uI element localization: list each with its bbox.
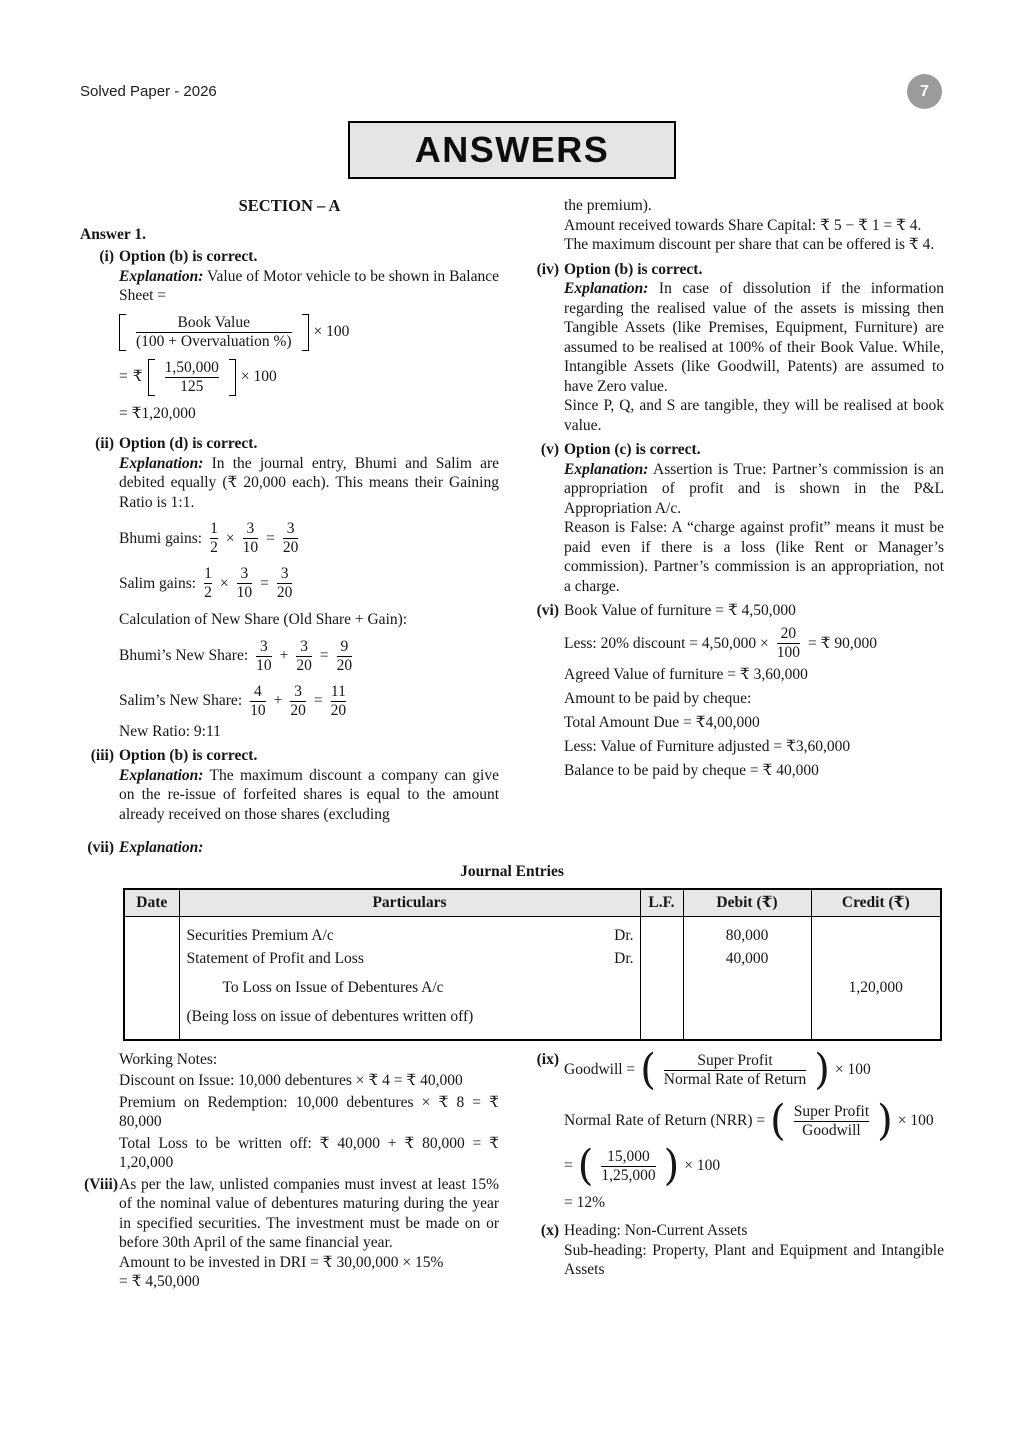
table-row xyxy=(124,947,941,976)
option-line: Option (b) is correct. xyxy=(564,260,703,278)
explanation-text: The maximum discount a company can give on the re-issue of forfeited shares is equal to the amount already received on those shares (excluding xyxy=(119,766,499,823)
right-paren: ) xyxy=(877,1096,893,1146)
credit-cell: 1,20,000 xyxy=(811,976,941,1005)
date-cell xyxy=(124,1005,179,1040)
bottom-left-column xyxy=(80,1050,499,1297)
answer-item-vii xyxy=(80,838,944,858)
continuation-line: the premium). xyxy=(564,197,652,214)
item-label: (Viii) xyxy=(84,1175,118,1193)
explanation-text: In the journal entry, Bhumi and Salim are debited equally (₹ 20,000 each). This means their Gaining Ratio is 1:1. xyxy=(119,454,500,511)
explanation-label: Explanation: xyxy=(564,280,649,297)
header-title: Solved Paper - 2026 xyxy=(80,82,217,100)
right-bracket xyxy=(302,314,309,351)
bhumi-gains-equation: Bhumi gains: $\frac{1}{2}$ × $\frac{3}{10}$ = $\frac{3}{20}$ xyxy=(119,520,299,556)
explanation-paragraph xyxy=(119,454,499,513)
times-100: × 100 xyxy=(313,323,350,341)
item-label: (vi) xyxy=(536,602,559,619)
lf-cell xyxy=(640,1005,683,1040)
rupee-sign: ₹ xyxy=(132,368,143,386)
times-100: × 100 xyxy=(240,368,277,386)
answer-item-iii-continued xyxy=(525,196,944,255)
explanation-text: In case of dissolution if the information regarding the realised value of the assets is missing then Tangible Assets (like Premises, Equipment, Furniture) are assumed to be realised at 100% of their Book Value. While, Intangible Assets (like Goodwill, Patents) are assumed to have Zero value. xyxy=(564,280,944,395)
viii-line: Amount to be invested in DRI = ₹ 30,00,000 × 15% xyxy=(119,1253,444,1271)
formula-book-value xyxy=(119,314,499,351)
col-header-particulars: Particulars xyxy=(179,889,640,916)
continuation-line: Amount received towards Share Capital: ₹ 5 − ₹ 1 = ₹ 4. xyxy=(564,216,922,234)
explanation-label: Explanation: xyxy=(119,766,204,784)
particulars-cell: Securities Premium A/c Dr. xyxy=(179,916,640,947)
new-ratio: New Ratio: 9:11 xyxy=(119,722,221,740)
working-note-line: Total Loss to be written off: ₹ 40,000 + ₹ 80,000 = ₹ 1,20,000 xyxy=(119,1134,499,1171)
answer-item-v xyxy=(525,440,944,596)
nrr-result: = 12% xyxy=(564,1193,606,1211)
debit-cell xyxy=(683,976,811,1005)
working-notes xyxy=(119,1050,499,1173)
fraction: $\frac{1,50,000}{125}$ xyxy=(164,358,219,395)
debit-cell: 40,000 xyxy=(683,947,811,976)
explanation-label: Explanation: xyxy=(119,839,204,856)
explanation-paragraph xyxy=(119,766,499,825)
credit-cell xyxy=(811,916,941,947)
item-label: (i) xyxy=(99,248,114,265)
times-100: × 100 xyxy=(834,1061,871,1079)
debit-cell: 80,000 xyxy=(683,916,811,947)
subheading-line: Sub-heading: Property, Plant and Equipment and Intangible Assets xyxy=(564,1241,944,1278)
answer-item-x xyxy=(525,1221,944,1280)
particulars-cell: To Loss on Issue of Debentures A/c xyxy=(179,976,640,1005)
table-row xyxy=(124,976,941,1005)
left-paren: ( xyxy=(640,1045,656,1095)
formula-substituted xyxy=(119,359,499,396)
dr-label: Dr. xyxy=(614,950,634,967)
vi-line: Less: Value of Furniture adjusted = ₹3,60,000 xyxy=(564,738,851,755)
equals: = xyxy=(119,368,128,386)
note-paragraph: Since P, Q, and S are tangible, they will be realised at book value. xyxy=(564,397,944,434)
continuation-line: The maximum discount per share that can be offered is ₹ 4. xyxy=(564,236,935,253)
vi-line: Balance to be paid by cheque = ₹ 40,000 xyxy=(564,762,819,779)
credit-cell xyxy=(811,1005,941,1040)
item-label: (ix) xyxy=(536,1050,559,1068)
viii-line: = ₹ 4,50,000 xyxy=(119,1273,200,1290)
nrr-substituted-equation: = ( $\frac{15,000}{1,25,000}$ ) × 100 xyxy=(564,1141,721,1191)
page-header xyxy=(80,0,944,121)
answer-item-viii xyxy=(80,1175,499,1292)
lf-cell xyxy=(640,947,683,976)
goodwill-equation: Goodwill = ( $\frac{\text{Super Profit}}{\text{Normal Rate of Return}}$ ) × 100 xyxy=(564,1045,871,1095)
working-notes-heading: Working Notes: xyxy=(119,1050,218,1068)
col-header-lf: L.F. xyxy=(640,889,683,916)
formula-result: = ₹1,20,000 xyxy=(119,404,196,422)
section-title: SECTION – A xyxy=(238,196,341,215)
right-paren: ) xyxy=(663,1141,680,1191)
answer-item-ii xyxy=(80,434,499,741)
item-label: (v) xyxy=(540,441,559,458)
explanation-paragraph xyxy=(564,279,944,396)
explanation-label: Explanation: xyxy=(564,460,649,478)
heading-line: Heading: Non-Current Assets xyxy=(564,1222,748,1239)
left-paren: ( xyxy=(770,1096,786,1146)
item-label: (iii) xyxy=(90,747,114,764)
explanation-paragraph xyxy=(564,460,944,519)
vi-line: Book Value of furniture = ₹ 4,50,000 xyxy=(564,602,796,619)
explanation-label: Explanation: xyxy=(119,267,204,285)
left-column xyxy=(80,196,499,829)
col-header-date: Date xyxy=(124,889,179,916)
salim-new-share-equation: Salim’s New Share: $\frac{4}{10}$ + $\frac{3}{20}$ = $\frac{11}{20}$ xyxy=(119,682,347,719)
option-line: Option (b) is correct. xyxy=(119,747,258,764)
answer-item-i xyxy=(80,247,499,429)
answer-item-iv xyxy=(525,260,944,436)
journal-entries-title: Journal Entries xyxy=(460,862,564,880)
nrr-equation: Normal Rate of Return (NRR) = ( $\frac{\text{Super Profit}}{\text{Goodwill}}$ ) × 100 xyxy=(564,1096,934,1146)
lf-cell xyxy=(640,976,683,1005)
answer-heading: Answer 1. xyxy=(80,225,147,243)
particulars-cell: (Being loss on issue of debentures written off) xyxy=(179,1005,640,1040)
answer-item-vi xyxy=(525,601,944,785)
particulars-cell: Statement of Profit and Loss Dr. xyxy=(179,947,640,976)
viii-text: As per the law, unlisted companies must invest at least 15% of the nominal value of debentures maturing during the year in specified securities. The investment must be made on or before 30th April of the same financial year. xyxy=(119,1175,499,1251)
working-note-line: Premium on Redemption: 10,000 debentures × ₹ 8 = ₹ 80,000 xyxy=(119,1093,499,1130)
journal-entries-table xyxy=(123,888,942,1041)
debit-cell xyxy=(683,1005,811,1040)
page-number-badge: 7 xyxy=(907,74,942,109)
item-label: (iv) xyxy=(536,260,559,278)
left-bracket xyxy=(119,314,126,351)
note-paragraph: Reason is False: A “charge against profit” means it must be paid even if there is a loss (like Rent or Manager’s commission). Partner’s commission is an appropriation, not a charge. xyxy=(564,519,944,595)
left-bracket xyxy=(148,359,155,396)
dr-label: Dr. xyxy=(614,926,634,944)
item-label: (ii) xyxy=(95,435,114,452)
lf-cell xyxy=(640,916,683,947)
times-100: × 100 xyxy=(684,1157,721,1175)
explanation-text: Assertion is True: Partner’s commission is an appropriation of profit and is shown in the P&L Appropriation A/c. xyxy=(564,460,944,517)
less-discount-equation: Less: 20% discount = 4,50,000 × $\frac{20}{100}$ = ₹ 90,000 xyxy=(564,625,877,661)
explanation-paragraph xyxy=(119,267,499,306)
date-cell xyxy=(124,976,179,1005)
answers-banner: ANSWERS xyxy=(348,121,676,179)
credit-cell xyxy=(811,947,941,976)
right-bracket xyxy=(229,359,236,396)
table-row xyxy=(124,1005,941,1040)
answers-columns xyxy=(80,196,944,829)
option-line: Option (b) is correct. xyxy=(119,248,258,265)
left-paren: ( xyxy=(577,1141,594,1191)
right-paren: ) xyxy=(814,1045,830,1095)
answer-item-ix xyxy=(525,1045,944,1217)
answer-item-iii xyxy=(80,746,499,824)
option-line: Option (d) is correct. xyxy=(119,435,258,452)
date-cell xyxy=(124,916,179,947)
calc-heading: Calculation of New Share (Old Share + Gain): xyxy=(119,611,408,628)
option-line: Option (c) is correct. xyxy=(564,441,701,458)
col-header-debit: Debit (₹) xyxy=(683,889,811,916)
explanation-label: Explanation: xyxy=(119,454,204,472)
fraction: $\frac{\text{Book Value}}{\text{(100 + Overvaluation \%)}}$ xyxy=(136,313,292,350)
table-row xyxy=(124,916,941,947)
bottom-right-column xyxy=(525,1045,944,1297)
explanation-text: Value of Motor vehicle to be shown in Balance Sheet = xyxy=(119,267,499,304)
working-note-line: Discount on Issue: 10,000 debentures × ₹ 4 = ₹ 40,000 xyxy=(119,1072,463,1089)
bottom-columns xyxy=(80,1045,944,1297)
item-label: (vii) xyxy=(87,839,114,856)
vi-line: Amount to be paid by cheque: xyxy=(564,690,752,707)
right-column xyxy=(525,196,944,829)
item-label: (x) xyxy=(540,1222,559,1239)
vi-line: Agreed Value of furniture = ₹ 3,60,000 xyxy=(564,666,808,683)
salim-gains-equation: Salim gains: $\frac{1}{2}$ × $\frac{3}{10}$ = $\frac{3}{20}$ xyxy=(119,565,293,601)
date-cell xyxy=(124,947,179,976)
bhumi-new-share-equation: Bhumi’s New Share: $\frac{3}{10}$ + $\frac{3}{20}$ = $\frac{9}{20}$ xyxy=(119,637,353,674)
journal-header-row xyxy=(124,889,941,916)
times-100: × 100 xyxy=(897,1112,934,1130)
vi-line: Total Amount Due = ₹4,00,000 xyxy=(564,714,760,731)
col-header-credit: Credit (₹) xyxy=(811,889,941,916)
